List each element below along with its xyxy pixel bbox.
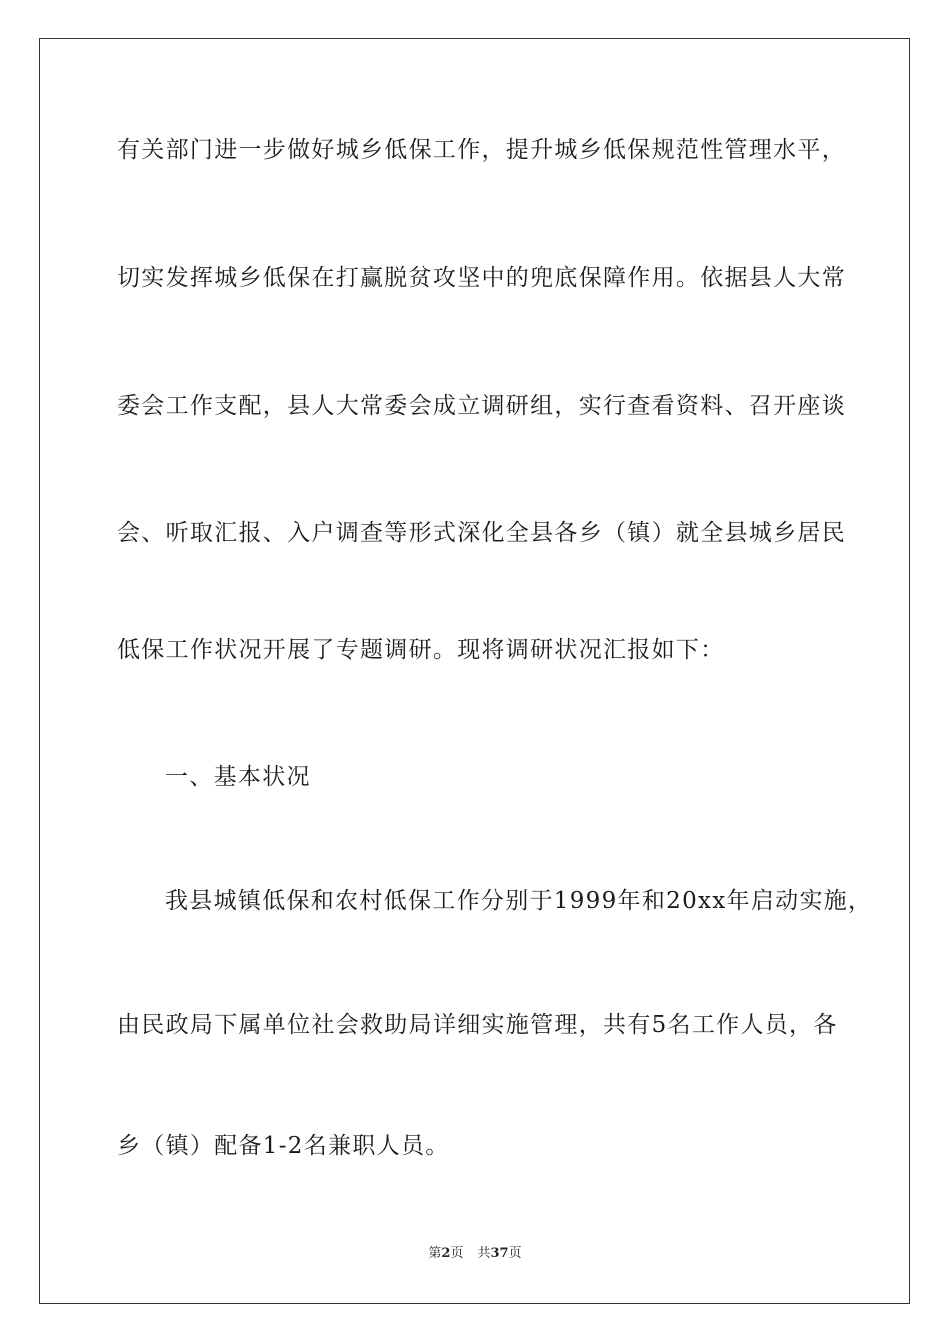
page-prefix: 第 bbox=[428, 1246, 442, 1261]
body-line-8: 由民政局下属单位社会救助局详细实施管理，共有5名工作人员，各 bbox=[117, 1012, 838, 1038]
section-heading: 一、基本状况 bbox=[165, 764, 311, 790]
total-pages: 37 bbox=[490, 1246, 509, 1261]
body-line-2: 切实发挥城乡低保在打赢脱贫攻坚中的兜底保障作用。依据县人大常 bbox=[117, 265, 846, 291]
body-line-5: 低保工作状况开展了专题调研。现将调研状况汇报如下： bbox=[117, 637, 725, 663]
body-line-4: 会、听取汇报、入户调查等形式深化全县各乡（镇）就全县城乡居民 bbox=[117, 520, 846, 546]
body-line-7: 我县城镇低保和农村低保工作分别于1999年和20xx年启动实施， bbox=[165, 888, 873, 914]
page-footer bbox=[0, 1245, 950, 1263]
page-suffix: 页 bbox=[450, 1246, 464, 1261]
body-line-3: 委会工作支配，县人大常委会成立调研组，实行查看资料、召开座谈 bbox=[117, 393, 846, 419]
body-line-9: 乡（镇）配备1-2名兼职人员。 bbox=[117, 1133, 450, 1159]
page-number: 2 bbox=[441, 1246, 451, 1261]
total-prefix: 共 bbox=[477, 1246, 491, 1261]
total-suffix: 页 bbox=[508, 1246, 522, 1261]
body-line-1: 有关部门进一步做好城乡低保工作，提升城乡低保规范性管理水平， bbox=[117, 137, 846, 163]
page-border bbox=[39, 38, 910, 1304]
